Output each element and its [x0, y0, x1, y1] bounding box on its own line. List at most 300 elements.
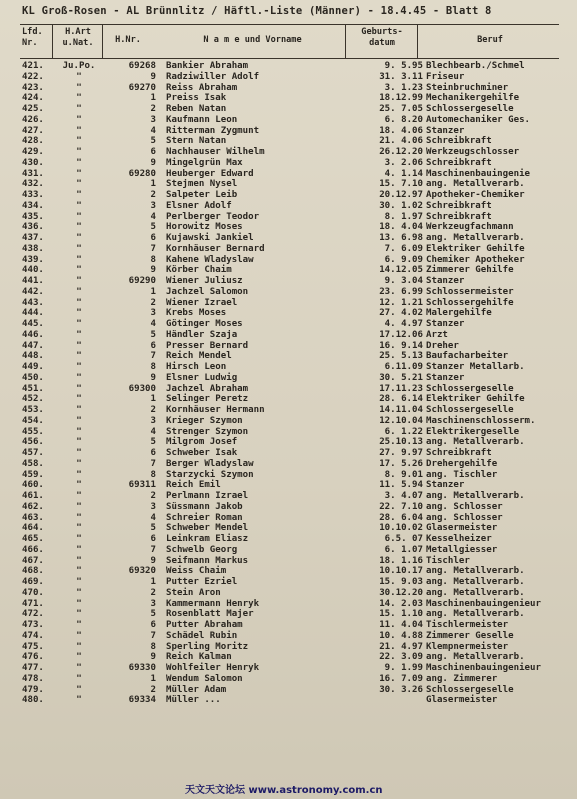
row-category: " [76, 534, 82, 544]
row-prisoner-number: 69290 [128, 276, 156, 286]
row-prisoner-number: 69311 [128, 480, 156, 491]
row-occupation: Schlossergeselle [426, 383, 514, 394]
row-birthdate: 17.11.23 [379, 383, 423, 394]
row-number: 480. [22, 695, 44, 706]
row-birthdate: 4. 4.97 [384, 319, 423, 329]
row-number: 429. [22, 147, 44, 157]
row-name: Reich Mendel [166, 351, 232, 362]
row-occupation: ang. Schlosser [426, 512, 503, 523]
row-name: Krieger Szymon [166, 415, 243, 426]
row-category: " [76, 372, 82, 383]
row-birthdate: 3. 4.07 [384, 491, 423, 501]
row-category: " [76, 415, 82, 426]
row-birthdate: 15. 7.10 [379, 179, 423, 190]
row-number: 432. [22, 179, 44, 190]
row-name: Stejmen Nysel [166, 179, 238, 190]
row-occupation: ang. Metallverarb. [426, 587, 525, 598]
row-birthdate: 14.11.04 [379, 405, 423, 415]
row-number: 421. [22, 61, 44, 71]
row-birthdate: 26.12.20 [379, 147, 423, 157]
row-birthdate: 25.10.13 [379, 437, 423, 448]
row-birthdate: 13. 6.98 [379, 233, 423, 243]
table-row [0, 287, 577, 298]
row-occupation: Schreibkraft [426, 136, 492, 147]
row-prisoner-number: 3 [150, 415, 156, 426]
table-row [0, 265, 577, 276]
row-name: Seifmann Markus [166, 555, 249, 566]
row-birthdate: 6. 1.22 [384, 426, 423, 437]
row-prisoner-number: 6 [150, 620, 156, 630]
row-prisoner-number: 8 [150, 362, 156, 372]
row-category: " [76, 147, 82, 157]
row-birthdate: 15. 9.03 [379, 577, 423, 587]
header-bottom-rule [20, 58, 559, 59]
table-row [0, 83, 577, 94]
row-number: 473. [22, 620, 44, 630]
row-name: Jachzel Abraham [166, 383, 249, 394]
table-row [0, 222, 577, 233]
row-occupation: Apotheker-Chemiker [426, 190, 525, 200]
row-prisoner-number: 8 [150, 469, 156, 480]
column-divider [417, 24, 418, 59]
row-prisoner-number: 2 [150, 104, 156, 114]
row-occupation: ang. Metallverarb. [426, 609, 525, 620]
row-prisoner-number: 1 [150, 394, 156, 405]
row-birthdate: 28. 6.14 [379, 394, 423, 405]
header-lfd-line2: Nr. [22, 38, 38, 48]
row-occupation: Kesselheizer [426, 534, 492, 544]
row-name: Wohlfeiler Henryk [166, 663, 260, 673]
row-category: " [76, 104, 82, 114]
row-birthdate: 4. 1.14 [384, 168, 423, 179]
table-row [0, 362, 577, 373]
table-row [0, 448, 577, 459]
table-row [0, 695, 577, 706]
row-number: 471. [22, 598, 44, 609]
table-row [0, 470, 577, 481]
row-birthdate: 18.12.99 [379, 93, 423, 104]
row-number: 456. [22, 437, 44, 448]
row-prisoner-number: 8 [150, 641, 156, 652]
row-number: 470. [22, 587, 44, 598]
row-number: 465. [22, 534, 44, 544]
row-name: Elsner Adolf [166, 200, 232, 211]
row-birthdate: 30. 3.26 [379, 684, 423, 695]
table-row [0, 255, 577, 266]
row-occupation: Schlossergeselle [426, 684, 514, 695]
table-row [0, 351, 577, 362]
row-number: 443. [22, 297, 44, 308]
row-birthdate: 21. 4.97 [379, 641, 423, 652]
row-prisoner-number: 4 [150, 211, 156, 222]
row-occupation: Stanzer [426, 372, 465, 383]
row-number: 468. [22, 566, 44, 577]
row-birthdate: 30.12.20 [379, 587, 423, 598]
header-art [54, 27, 102, 49]
row-occupation: Baufacharbeiter [426, 351, 509, 362]
row-category: " [76, 340, 82, 351]
table-row [0, 685, 577, 696]
row-category: " [76, 179, 82, 190]
row-prisoner-number: 5 [150, 136, 156, 147]
table-row [0, 308, 577, 319]
row-occupation: Blechbearb./Schmel [426, 61, 525, 71]
table-row [0, 319, 577, 330]
row-occupation: ang. Metallverarb. [426, 652, 525, 663]
table-row [0, 104, 577, 115]
row-category: " [76, 458, 82, 469]
row-prisoner-number: 9 [150, 265, 156, 276]
row-prisoner-number: 3 [150, 598, 156, 609]
row-prisoner-number: 1 [150, 673, 156, 684]
row-prisoner-number: 2 [150, 297, 156, 308]
row-birthdate: 9. 3.04 [384, 276, 423, 286]
row-number: 461. [22, 491, 44, 501]
row-prisoner-number: 6 [150, 233, 156, 243]
row-number: 463. [22, 512, 44, 523]
row-name: Götinger Moses [166, 319, 243, 329]
row-name: Körber Chaim [166, 265, 232, 276]
row-number: 428. [22, 136, 44, 147]
row-category: " [76, 448, 82, 458]
table-row [0, 459, 577, 470]
table-row [0, 556, 577, 567]
row-name: Sperling Moritz [166, 641, 249, 652]
row-number: 455. [22, 426, 44, 437]
row-birthdate: 17.12.06 [379, 329, 423, 340]
row-category: " [76, 319, 82, 329]
row-name: Kornhäuser Bernard [166, 243, 265, 254]
row-number: 431. [22, 168, 44, 179]
table-row [0, 631, 577, 642]
table-row [0, 373, 577, 384]
row-name: Reben Natan [166, 104, 227, 114]
row-category: " [76, 523, 82, 534]
row-birthdate: 11. 4.04 [379, 620, 423, 630]
table-row [0, 72, 577, 83]
row-occupation: Dreher [426, 340, 459, 351]
header-hnr: H.Nr. [115, 35, 141, 45]
row-occupation: Klempnermeister [426, 641, 509, 652]
row-category: " [76, 673, 82, 684]
row-occupation: Elektriker Gehilfe [426, 394, 525, 405]
row-name: Müller Adam [166, 684, 227, 695]
row-occupation: Mechanikergehilfe [426, 93, 520, 104]
row-prisoner-number: 4 [150, 512, 156, 523]
row-category: " [76, 276, 82, 286]
row-birthdate: 27. 9.97 [379, 448, 423, 458]
row-category: " [76, 544, 82, 555]
row-number: 454. [22, 415, 44, 426]
row-prisoner-number: 6 [150, 147, 156, 157]
row-number: 459. [22, 469, 44, 480]
row-category: " [76, 114, 82, 125]
row-number: 466. [22, 544, 44, 555]
row-prisoner-number: 6 [150, 534, 156, 544]
row-birthdate: 6. 8.20 [384, 114, 423, 125]
row-number: 449. [22, 362, 44, 372]
row-birthdate: 25. 5.13 [379, 351, 423, 362]
row-number: 453. [22, 405, 44, 415]
table-row [0, 652, 577, 663]
row-category: " [76, 652, 82, 663]
row-occupation: Elektrikergeselle [426, 426, 520, 437]
row-number: 475. [22, 641, 44, 652]
column-divider [345, 24, 346, 59]
row-occupation: Stanzer [426, 125, 465, 136]
row-category: " [76, 566, 82, 577]
table-row [0, 523, 577, 534]
row-name: Schweber Isak [166, 448, 238, 458]
row-category: " [76, 136, 82, 147]
row-occupation: Steinbruchminer [426, 82, 509, 93]
table-row [0, 341, 577, 352]
row-birthdate: 28. 6.04 [379, 512, 423, 523]
table-row [0, 427, 577, 438]
row-prisoner-number: 69268 [128, 61, 156, 71]
row-prisoner-number: 3 [150, 501, 156, 512]
row-birthdate: 16. 7.09 [379, 673, 423, 684]
row-prisoner-number: 69330 [128, 663, 156, 673]
row-birthdate: 22. 3.09 [379, 652, 423, 663]
table-row [0, 588, 577, 599]
row-occupation: Arzt [426, 329, 448, 340]
row-number: 438. [22, 243, 44, 254]
row-birthdate: 9. 5.95 [384, 61, 423, 71]
row-prisoner-number: 7 [150, 544, 156, 555]
row-category: " [76, 512, 82, 523]
table-row [0, 93, 577, 104]
row-birthdate: 14. 2.03 [379, 598, 423, 609]
row-category: " [76, 125, 82, 136]
row-prisoner-number: 69280 [128, 168, 156, 179]
header-geb-line1: Geburts- [361, 27, 403, 37]
row-name: Elsner Ludwig [166, 372, 238, 383]
row-category: " [76, 609, 82, 620]
row-prisoner-number: 9 [150, 71, 156, 82]
row-category: Ju.Po. [62, 61, 96, 71]
row-number: 430. [22, 157, 44, 168]
row-prisoner-number: 7 [150, 458, 156, 469]
row-birthdate: 15. 1.10 [379, 609, 423, 620]
row-name: Milgrom Josef [166, 437, 238, 448]
watermark: 天文天文论坛 www.astronomy.com.cn [185, 785, 383, 796]
table-row [0, 147, 577, 158]
row-occupation: Stanzer Metallarb. [426, 362, 525, 372]
row-number: 467. [22, 555, 44, 566]
row-name: Jachzel Salomon [166, 286, 249, 297]
row-occupation: Zimmerer Gehilfe [426, 265, 514, 276]
table-row [0, 126, 577, 137]
row-prisoner-number: 2 [150, 491, 156, 501]
row-number: 464. [22, 523, 44, 534]
table-row [0, 577, 577, 588]
row-occupation: Glasermeister [426, 695, 498, 706]
row-number: 439. [22, 254, 44, 265]
row-occupation: Schlossergeselle [426, 405, 514, 415]
row-number: 476. [22, 652, 44, 663]
table-row [0, 179, 577, 190]
row-birthdate: 3. 1.23 [384, 82, 423, 93]
row-occupation: Chemiker Apotheker [426, 254, 525, 265]
row-name: Müller ... [166, 695, 221, 706]
row-occupation: Maschinenbauingenieur [426, 663, 541, 673]
row-occupation: ang. Metallverarb. [426, 233, 525, 243]
table-row [0, 566, 577, 577]
row-number: 424. [22, 93, 44, 104]
row-occupation: Metallgiesser [426, 544, 498, 555]
row-occupation: Werkzeugfachmann [426, 222, 514, 233]
row-number: 437. [22, 233, 44, 243]
row-birthdate: 18. 4.06 [379, 125, 423, 136]
row-prisoner-number: 1 [150, 286, 156, 297]
row-birthdate: 22. 7.10 [379, 501, 423, 512]
row-name: Leinkram Eliasz [166, 534, 249, 544]
row-birthdate: 8. 1.97 [384, 211, 423, 222]
table-row [0, 276, 577, 287]
row-birthdate: 23. 6.99 [379, 286, 423, 297]
row-number: 462. [22, 501, 44, 512]
row-prisoner-number: 5 [150, 609, 156, 620]
header-name: N a m e und Vorname [203, 35, 302, 45]
row-prisoner-number: 69334 [128, 695, 156, 706]
row-birthdate: 30. 5.21 [379, 372, 423, 383]
row-occupation: ang. Schlosser [426, 501, 503, 512]
table-row [0, 212, 577, 223]
row-name: Wiener Izrael [166, 297, 238, 308]
row-name: Mingelgrün Max [166, 157, 243, 168]
row-category: " [76, 641, 82, 652]
row-category: " [76, 157, 82, 168]
row-occupation: ang. Metallverarb. [426, 566, 525, 577]
row-prisoner-number: 69270 [128, 82, 156, 93]
row-occupation: ang. Metallverarb. [426, 491, 525, 501]
row-number: 440. [22, 265, 44, 276]
row-category: " [76, 286, 82, 297]
table-row [0, 491, 577, 502]
table-row [0, 609, 577, 620]
table-row [0, 330, 577, 341]
column-divider [52, 24, 53, 59]
row-birthdate: 8. 9.01 [384, 469, 423, 480]
row-name: Kaufmann Leon [166, 114, 238, 125]
row-name: Nachhauser Wilhelm [166, 147, 265, 157]
row-category: " [76, 491, 82, 501]
row-category: " [76, 587, 82, 598]
row-birthdate: 6. 1.07 [384, 544, 423, 555]
row-prisoner-number: 2 [150, 684, 156, 695]
row-category: " [76, 695, 82, 706]
table-row [0, 136, 577, 147]
table-row [0, 158, 577, 169]
row-name: Wiener Juliusz [166, 276, 243, 286]
row-number: 460. [22, 480, 44, 491]
row-occupation: ang. Metallverarb. [426, 179, 525, 190]
row-name: Wendum Salomon [166, 673, 243, 684]
row-prisoner-number: 7 [150, 243, 156, 254]
table-row [0, 244, 577, 255]
table-row [0, 674, 577, 685]
row-birthdate: 16. 9.14 [379, 340, 423, 351]
header-top-rule [20, 24, 559, 25]
row-birthdate: 25. 7.05 [379, 104, 423, 114]
row-birthdate: 3. 2.06 [384, 157, 423, 168]
row-name: Schwelb Georg [166, 544, 238, 555]
row-category: " [76, 630, 82, 641]
row-prisoner-number: 3 [150, 114, 156, 125]
row-number: 447. [22, 340, 44, 351]
row-name: Berger Wladyslaw [166, 458, 254, 469]
table-row [0, 115, 577, 126]
row-category: " [76, 265, 82, 276]
row-occupation: Schreibkraft [426, 211, 492, 222]
row-prisoner-number: 69300 [128, 383, 156, 394]
row-birthdate: 31. 3.11 [379, 71, 423, 82]
row-name: Starzycki Szymon [166, 469, 254, 480]
row-occupation: ang. Zimmerer [426, 673, 498, 684]
row-number: 457. [22, 448, 44, 458]
table-row [0, 502, 577, 513]
row-occupation: Zimmerer Geselle [426, 630, 514, 641]
row-prisoner-number: 2 [150, 405, 156, 415]
row-name: Preiss Isak [166, 93, 227, 104]
table-row [0, 620, 577, 631]
row-category: " [76, 254, 82, 265]
row-name: Perlberger Teodor [166, 211, 260, 222]
row-category: " [76, 555, 82, 566]
row-prisoner-number: 5 [150, 222, 156, 233]
row-occupation: ang. Metallverarb. [426, 437, 525, 448]
header-geb-line2: datum [369, 38, 395, 48]
table-row [0, 169, 577, 180]
row-prisoner-number: 1 [150, 577, 156, 587]
row-birthdate: 30. 1.02 [379, 200, 423, 211]
row-category: " [76, 437, 82, 448]
row-prisoner-number: 2 [150, 587, 156, 598]
row-birthdate: 7. 6.09 [384, 243, 423, 254]
row-number: 446. [22, 329, 44, 340]
row-number: 448. [22, 351, 44, 362]
row-name: Salpeter Leib [166, 190, 238, 200]
row-category: " [76, 620, 82, 630]
row-name: Weiss Chaim [166, 566, 227, 577]
row-number: 451. [22, 383, 44, 394]
row-name: Krebs Moses [166, 308, 227, 319]
row-name: Kornhäuser Hermann [166, 405, 265, 415]
row-prisoner-number: 3 [150, 308, 156, 319]
row-birthdate: 18. 4.04 [379, 222, 423, 233]
row-birthdate: 12. 1.21 [379, 297, 423, 308]
row-prisoner-number: 9 [150, 157, 156, 168]
row-number: 441. [22, 276, 44, 286]
row-occupation: Friseur [426, 71, 465, 82]
row-name: Reich Emil [166, 480, 221, 491]
row-occupation: Drehergehilfe [426, 458, 498, 469]
row-occupation: ang. Metallverarb. [426, 577, 525, 587]
row-prisoner-number: 9 [150, 555, 156, 566]
row-category: " [76, 362, 82, 372]
row-occupation: Glasermeister [426, 523, 498, 534]
table-row [0, 298, 577, 309]
row-name: Händler Szaja [166, 329, 238, 340]
row-occupation: Maschinenschlosserm. [426, 415, 536, 426]
row-name: Kahene Wladyslaw [166, 254, 254, 265]
header-lfd-line1: Lfd. [22, 27, 43, 37]
row-name: Reiss Abraham [166, 82, 238, 93]
row-number: 433. [22, 190, 44, 200]
row-occupation: Schlossergeselle [426, 104, 514, 114]
header-art-line2: u.Nat. [62, 38, 94, 48]
